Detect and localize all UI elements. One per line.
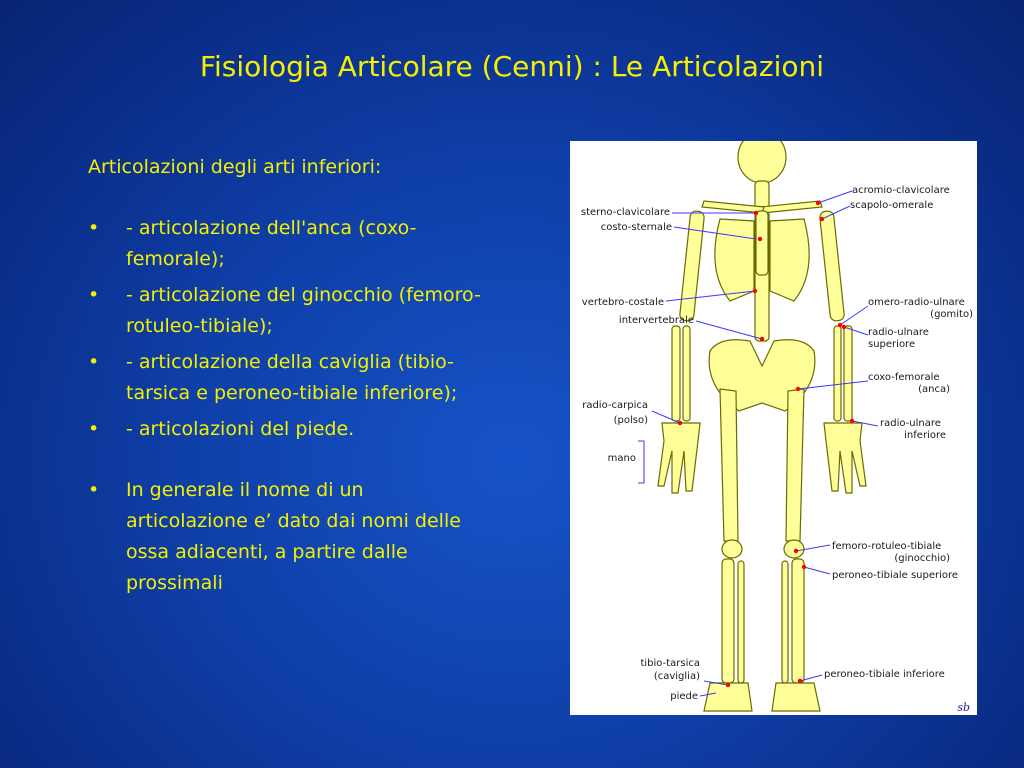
- label-vertebro-costale: vertebro-costale: [581, 297, 664, 308]
- bullet-text: - articolazione dell'anca (coxo-femorale);: [126, 217, 417, 270]
- label-radio-ulnare-sup-2: superiore: [868, 339, 916, 350]
- ulna-left: [834, 326, 841, 421]
- label-acromio-clavicolare: acromio-clavicolare: [852, 185, 950, 196]
- label-peroneo-tibiale-superiore: peroneo-tibiale superiore: [832, 570, 959, 581]
- bullet-list: [88, 213, 488, 599]
- tibia-left: [792, 559, 804, 683]
- skeleton-bones: [658, 141, 866, 711]
- radius-right: [672, 326, 680, 421]
- list-item: [88, 347, 488, 409]
- femur-left: [786, 389, 804, 541]
- label-gomito: (gomito): [930, 309, 973, 320]
- foot-right: [704, 683, 752, 711]
- femur-right: [720, 389, 738, 541]
- label-radio-ulnare-sup-1: radio-ulnare: [868, 327, 929, 338]
- ulna-right: [683, 326, 690, 421]
- bullet-text: - articolazione della caviglia (tibio-tarsica e peroneo-tibiale inferiore);: [126, 351, 458, 404]
- label-anca: (anca): [918, 384, 950, 395]
- tibia-right: [722, 559, 734, 683]
- label-costo-sternale: costo-sternale: [600, 222, 672, 233]
- label-scapolo-omerale: scapolo-omerale: [850, 200, 934, 211]
- label-mano: mano: [607, 453, 636, 464]
- label-polso: (polso): [613, 415, 648, 426]
- skeleton-figure: [570, 141, 977, 715]
- skeleton-illustration: [570, 141, 977, 715]
- list-item: [88, 213, 488, 275]
- label-intervertebrale: intervertebrale: [618, 315, 694, 326]
- label-caviglia: (caviglia): [653, 671, 700, 682]
- hand-left: [824, 423, 866, 493]
- bullet-icon: •: [88, 479, 100, 501]
- label-tibio-tarsica: tibio-tarsica: [640, 658, 700, 669]
- humerus-right: [679, 211, 704, 322]
- bullet-text: - articolazioni del piede.: [126, 418, 355, 440]
- signature-logo: sb: [957, 701, 970, 714]
- label-radio-ulnare-inf-2: inferiore: [904, 430, 946, 441]
- fibula-right: [738, 561, 744, 683]
- bullet-icon: •: [88, 418, 100, 440]
- label-sterno-clavicolare: sterno-clavicolare: [580, 207, 670, 218]
- hand-right: [658, 423, 700, 493]
- label-ginocchio: (ginocchio): [894, 553, 950, 564]
- fibula-left: [782, 561, 788, 683]
- bullet-text: - articolazione del ginocchio (femoro-rotuleo-tibiale);: [126, 284, 481, 337]
- sternum: [756, 211, 768, 275]
- label-radio-carpica: radio-carpica: [582, 400, 648, 411]
- list-item: [88, 414, 488, 445]
- label-coxo-femorale: coxo-femorale: [868, 372, 940, 383]
- label-piede: piede: [670, 691, 698, 702]
- intro-text: Articolazioni degli arti inferiori:: [88, 156, 382, 178]
- label-femoro-rotuleo-tibiale: femoro-rotuleo-tibiale: [832, 541, 942, 552]
- list-item: [88, 475, 488, 599]
- radius-left: [844, 326, 852, 421]
- label-peroneo-tibiale-inferiore: peroneo-tibiale inferiore: [824, 669, 945, 680]
- bullet-icon: •: [88, 284, 100, 306]
- patella-right: [722, 540, 742, 558]
- skull: [738, 141, 786, 183]
- label-radio-ulnare-inf-1: radio-ulnare: [880, 418, 941, 429]
- humerus-left: [819, 211, 844, 322]
- patella-left: [784, 540, 804, 558]
- label-omero-radio-ulnare: omero-radio-ulnare: [868, 297, 965, 308]
- slide-text: [88, 152, 488, 604]
- foot-left: [772, 683, 820, 711]
- bullet-icon: •: [88, 217, 100, 239]
- slide-title: Fisiologia Articolare (Cenni) : Le Articolazioni: [199, 50, 825, 83]
- bullet-icon: •: [88, 351, 100, 373]
- list-item: [88, 280, 488, 342]
- note-text: In generale il nome di un articolazione e’ dato dai nomi delle ossa adiacenti, a partire dalle prossimali: [126, 479, 461, 594]
- ribcage-left: [770, 219, 809, 301]
- ribcage-right: [715, 219, 754, 301]
